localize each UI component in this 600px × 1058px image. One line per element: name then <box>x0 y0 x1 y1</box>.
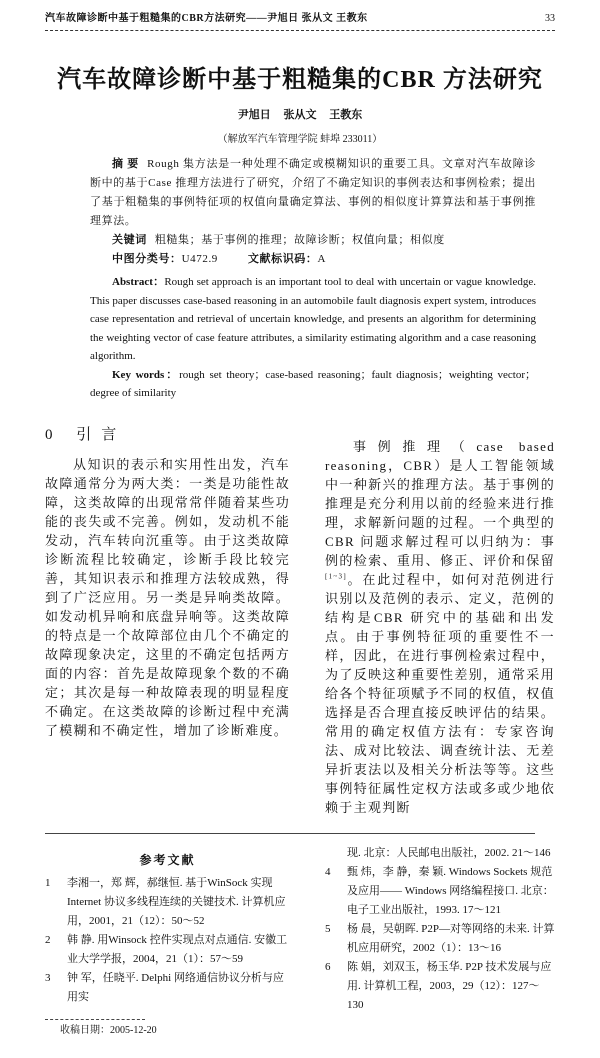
keywords-label: 关键词 <box>112 234 147 246</box>
class-label: 中图分类号： <box>112 253 182 265</box>
reference-item <box>45 969 290 1007</box>
class-value: U472.9 <box>181 253 218 265</box>
reference-item <box>325 920 555 958</box>
reference-number: 4 <box>325 865 331 878</box>
reference-text: 钟 军，任晓平. Delphi 网络通信协议分析与应用实 <box>67 971 284 1003</box>
reference-item <box>45 874 290 931</box>
references-right <box>325 844 555 1015</box>
body-columns <box>45 391 555 817</box>
keywords-en-text: rough set theory；case-based reasoning；fault diagnosis；weighting vector；degree of similarity <box>90 368 536 399</box>
abstract-english <box>90 273 536 403</box>
reference-number: 2 <box>45 933 51 946</box>
affiliation: （解放军汽车管理学院 蚌埠 233011） <box>217 134 383 145</box>
reference-text: 甄 炜，李 静，秦 颖. Windows Sockets 规范及应用—— Windows 网络编程接口. 北京：电子工业出版社，1993. 17～121 <box>347 865 554 916</box>
doc-code-value: A <box>317 253 327 265</box>
keywords-en-label: Key words： <box>112 368 180 381</box>
paragraph <box>325 437 555 817</box>
column-divider <box>45 833 535 834</box>
reference-number: 5 <box>325 922 331 935</box>
reference-text: 陈 娟，刘双玉，杨玉华. P2P 技术发展与应用. 计算机工程，2003，29（12）：127～130 <box>347 960 552 1011</box>
reference-number: 1 <box>45 876 51 889</box>
footnote-rule <box>45 1019 145 1020</box>
body-right-column <box>325 437 555 817</box>
reference-item <box>325 958 555 1015</box>
references-left <box>45 874 290 1007</box>
abstract-chinese <box>90 155 536 269</box>
citation: [1~3] <box>325 572 347 581</box>
paragraph: 从知识的表示和实用性出发，汽车故障通常分为两大类：一类是功能性故障，这类故障的出现常常伴随着某些功能的丧失或不完善。例如，发动机不能发动，汽车转向沉重等。由于这类故障诊断流程比较确定，诊断手段比较完善，其知识表示和推理方法较成熟，得到了广泛应用。另一类是异响类故障。如发动机异响和底盘异响等。这类故障的特点是一个故障部位由几个不确定的故障现象决定，这里的不确定包括两方面的内容：首先是故障现象个数的不确定；其次是每一种故障表现的明显程度不确定。在这类故障的诊断过程中充满了模糊和不确定性，增加了诊断难度。 <box>45 456 290 738</box>
section-number: 0 <box>45 426 63 443</box>
header-rule <box>45 30 555 31</box>
abstract-en-text: Rough set approach is an important tool to deal with uncertain or vague knowledge. This paper discusses case-based reasoning in an automobile fault diagnosis expert system, introduces case representation and retrieval of uncertain knowledge, and presents an algorithm for determining the weighting vector of case feature attributes, a similarity estimating algorithm and a case reasoning algorithm. <box>90 276 536 362</box>
reference-text: 李湘一，郑 辉，郝继恒. 基于WinSock 实现Internet 协议多线程连续的关键技术. 计算机应用，2001，21（12）：50～52 <box>67 876 286 927</box>
doc-code-label: 文献标识码： <box>247 253 318 265</box>
authors: 尹旭日 张从文 王教东 <box>237 109 363 121</box>
reference-number: 3 <box>45 971 51 984</box>
abstract-text: Rough 集方法是一种处理不确定或模糊知识的重要工具。文章对汽车故障诊断中的基于Case 推理方法进行了研究，介绍了不确定知识的事例表达和事例检索；提出了基于粗糙集的事例特征项的权值向量确定算法、事例的相似度计算算法和基于事例推理算法。 <box>90 158 536 227</box>
abstract-en-label: Abstract： <box>112 276 165 288</box>
page-header <box>45 12 555 26</box>
paragraph-text: 事例推理（case based reasoning，CBR）是人工智能领域中一种新兴的推理方法。基于事例的推理是充分利用以前的经验来进行推理，求解新问题的过程。一个典型的CBR 问题求解过程可以归纳为：事例的检索、重用、修正、评价和保留 <box>325 438 555 568</box>
reference-text: 杨 晨，吴朝晖. P2P—对等网络的未来. 计算机应用研究，2002（1）：13～16 <box>347 922 555 954</box>
references <box>45 844 555 1038</box>
running-header: 汽车故障诊断中基于粗糙集的CBR方法研究——尹旭日 张从文 王教东 <box>45 13 368 24</box>
paper-title: 汽车故障诊断中基于粗糙集的CBR 方法研究 <box>57 67 543 93</box>
footnote: 收稿日期：2005-12-20 <box>60 1024 157 1036</box>
body-left-column <box>45 455 290 740</box>
keywords-text: 粗糙集；基于事例的推理；故障诊断；权值向量；相似度 <box>154 234 445 246</box>
references-heading: 参考文献 <box>139 852 196 867</box>
page-number: 33 <box>545 13 555 24</box>
section-title: 引言 <box>76 426 127 443</box>
references-left-wrap <box>45 844 290 1038</box>
reference-number: 6 <box>325 960 331 973</box>
reference-item <box>45 931 290 969</box>
section-heading <box>45 425 290 445</box>
abstract-label: 摘 要 <box>112 158 140 170</box>
reference-continuation: 现. 北京：人民邮电出版社，2002. 21～146 <box>347 846 551 859</box>
reference-item <box>325 863 555 920</box>
reference-text: 韩 静. 用Winsock 控件实现点对点通信. 安徽工业大学学报，2004，21（1）：57～59 <box>67 933 288 965</box>
paragraph-text: 。在此过程中，如何对范例进行识别以及范例的表示、定义，范例的结构是CBR 研究中的基础和出发点。由于事例特征项的重要性不一样，因此，在进行事例检索过程中，为了反映这种重要性差别，通常采用给各个特征项赋予不同的权值，权值选择是否合理直接反映评估的结果。常用的确定权值方法有：专家咨询法、成对比较法、调查统计法、无差异折衷法以及相关分析法等等。这些事例特征属性定权方法或多或少地依赖于主观判断 <box>325 571 555 815</box>
left-column-wrap <box>45 391 290 740</box>
